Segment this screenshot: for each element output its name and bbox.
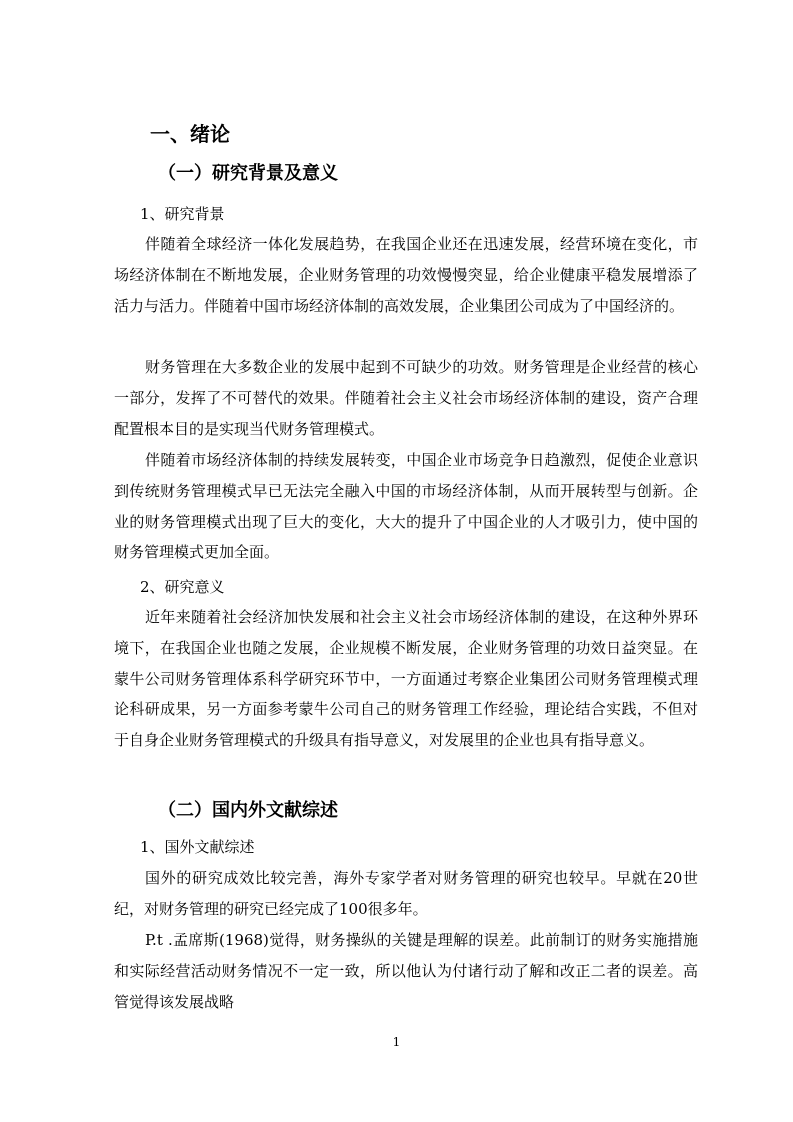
section-title-background: （一）研究背景及意义 bbox=[158, 163, 338, 184]
paragraph: 近年来随着社会经济加快发展和社会主义社会市场经济体制的建设，在这种外界环境下，在我国企业也随之发展，企业规模不断发展，企业财务管理的功效日益突显。在蒙牛公司财务管理体系科学研究环节中，一方面通过考察企业集团公司财务管理模式理论科研成果，另一方面参考蒙牛公司自己的财务管理工作经验，理论结合实践，不但对于自身企业财务管理模式的升级具有指导意义，对发展里的企业也具有指导意义。 bbox=[114, 608, 698, 750]
paragraph: 国外的研究成效比较完善，海外专家学者对财务管理的研究也较早。早就在20世纪，对财务管理的研究已经完成了100很多年。 bbox=[114, 869, 698, 918]
subheading-research-background: 1、研究背景 bbox=[140, 205, 225, 223]
page-number: 1 bbox=[392, 1035, 401, 1049]
subheading-foreign-literature: 1、国外文献综述 bbox=[140, 838, 255, 856]
paragraph: 伴随着全球经济一体化发展趋势，在我国企业还在迅速发展，经营环境在变化，市场经济体制在不断地发展，企业财务管理的功效慢慢突显，给企业健康平稳发展增添了活力与活力。伴随着中国市场经济体制的高效发展，企业集团公司成为了中国经济的。 bbox=[114, 235, 698, 315]
section-title-literature-review: （二）国内外文献综述 bbox=[158, 800, 338, 821]
paragraph: 伴随着市场经济体制的持续发展转变，中国企业市场竞争日趋激烈，促使企业意识到传统财务管理模式早已无法完全融入中国的市场经济体制，从而开展转型与创新。企业的财务管理模式出现了巨大的变化，大大的提升了中国企业的人才吸引力，使中国的财务管理模式更加全面。 bbox=[114, 451, 698, 562]
subheading-research-significance: 2、研究意义 bbox=[140, 578, 225, 596]
chapter-title: 一、绪论 bbox=[150, 122, 230, 146]
paragraph: 财务管理在大多数企业的发展中起到不可缺少的功效。财务管理是企业经营的核心一部分，发挥了不可替代的效果。伴随着社会主义社会市场经济体制的建设，资产合理配置根本目的是实现当代财务管理模式。 bbox=[114, 358, 698, 438]
paragraph: P.t .孟席斯(1968)觉得，财务操纵的关键是理解的误差。此前制订的财务实施措施和实际经营活动财务情况不一定一致，所以他认为付诸行动了解和改正二者的误差。高管觉得该发展战略 bbox=[114, 931, 698, 1011]
